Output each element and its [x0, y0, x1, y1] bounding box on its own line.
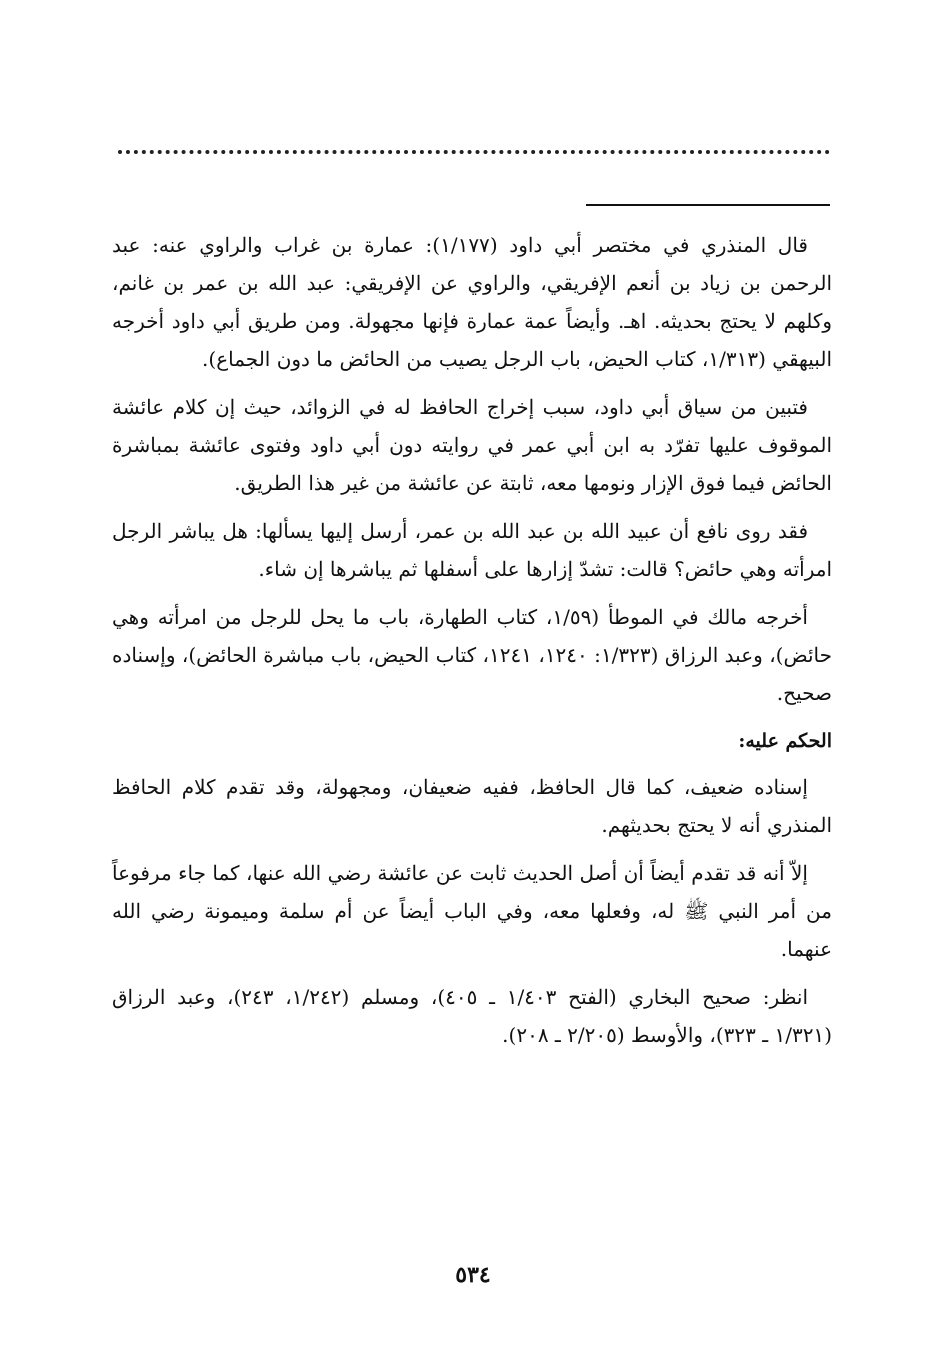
page-number: ٥٣٤: [455, 1262, 491, 1288]
paragraph-original-hadith: إلاّ أنه قد تقدم أيضاً أن أصل الحديث ثابت عن عائشة رضي الله عنها، كما جاء مرفوعاً من أمر النبي ﷺ له، وفعلها معه، وفي الباب أيضاً عن أم سلمة وميمونة رضي الله عنهما.: [112, 861, 832, 961]
paragraph-nafi-narration: فقد روى نافع أن عبيد الله بن عبد الله بن عمر، أرسل إليها يسألها: هل يباشر الرجل امرأته وهي حائض؟ قالت: تشدّ إزارها على أسفلها ثم يباشرها إن شاء.: [112, 519, 832, 581]
paragraph-mundhiri: قال المنذري في مختصر أبي داود (١/١٧٧): عمارة بن غراب والراوي عنه: عبد الرحمن بن زياد بن أنعم الإفريقي، والراوي عن الإفريقي: عبد الله بن عمر بن غانم، وكلهم لا يحتج بحديثه. اهـ. وأيضاً عمة عمارة فإنها مجهولة. ومن طريق أبي داود أخرجه البيهقي (١/٣١٣، كتاب الحيض، باب الرجل يصيب من الحائض ما دون الجماع).: [112, 233, 832, 371]
paragraph-references: انظر: صحيح البخاري (الفتح ١/٤٠٣ ـ ٤٠٥)، ومسلم (١/٢٤٢، ٢٤٣)، وعبد الرزاق (١/٣٢١ ـ ٣٢٣)، والأوسط (٢/٢٠٥ ـ ٢٠٨).: [112, 985, 832, 1047]
dotted-separator: [118, 150, 830, 154]
paragraph-malik-takhrij: أخرجه مالك في الموطأ (١/٥٩، كتاب الطهارة، باب ما يحل للرجل من امرأته وهي حائض)، وعبد الرزاق (١/٣٢٣: ١٢٤٠، ١٢٤١، كتاب الحيض، باب مباشرة الحائض)، وإسناده صحيح.: [112, 605, 832, 705]
ruling-heading: الحكم عليه:: [738, 730, 832, 752]
paragraph-explanation: فتبين من سياق أبي داود، سبب إخراج الحافظ له في الزوائد، حيث إن كلام عائشة الموقوف عليها تفرّد به ابن أبي عمر في روايته دون أبي داود وفتوى عائشة بمباشرة الحائض فيما فوق الإزار ونومها معه، ثابتة عن عائشة من غير هذا الطريق.: [112, 395, 832, 495]
paragraph-ruling: إسناده ضعيف، كما قال الحافظ، ففيه ضعيفان، ومجهولة، وقد تقدم كلام الحافظ المنذري أنه لا يحتج بحديثهم.: [112, 775, 832, 837]
footnote-rule: [586, 204, 830, 206]
page-body: [112, 226, 832, 1064]
